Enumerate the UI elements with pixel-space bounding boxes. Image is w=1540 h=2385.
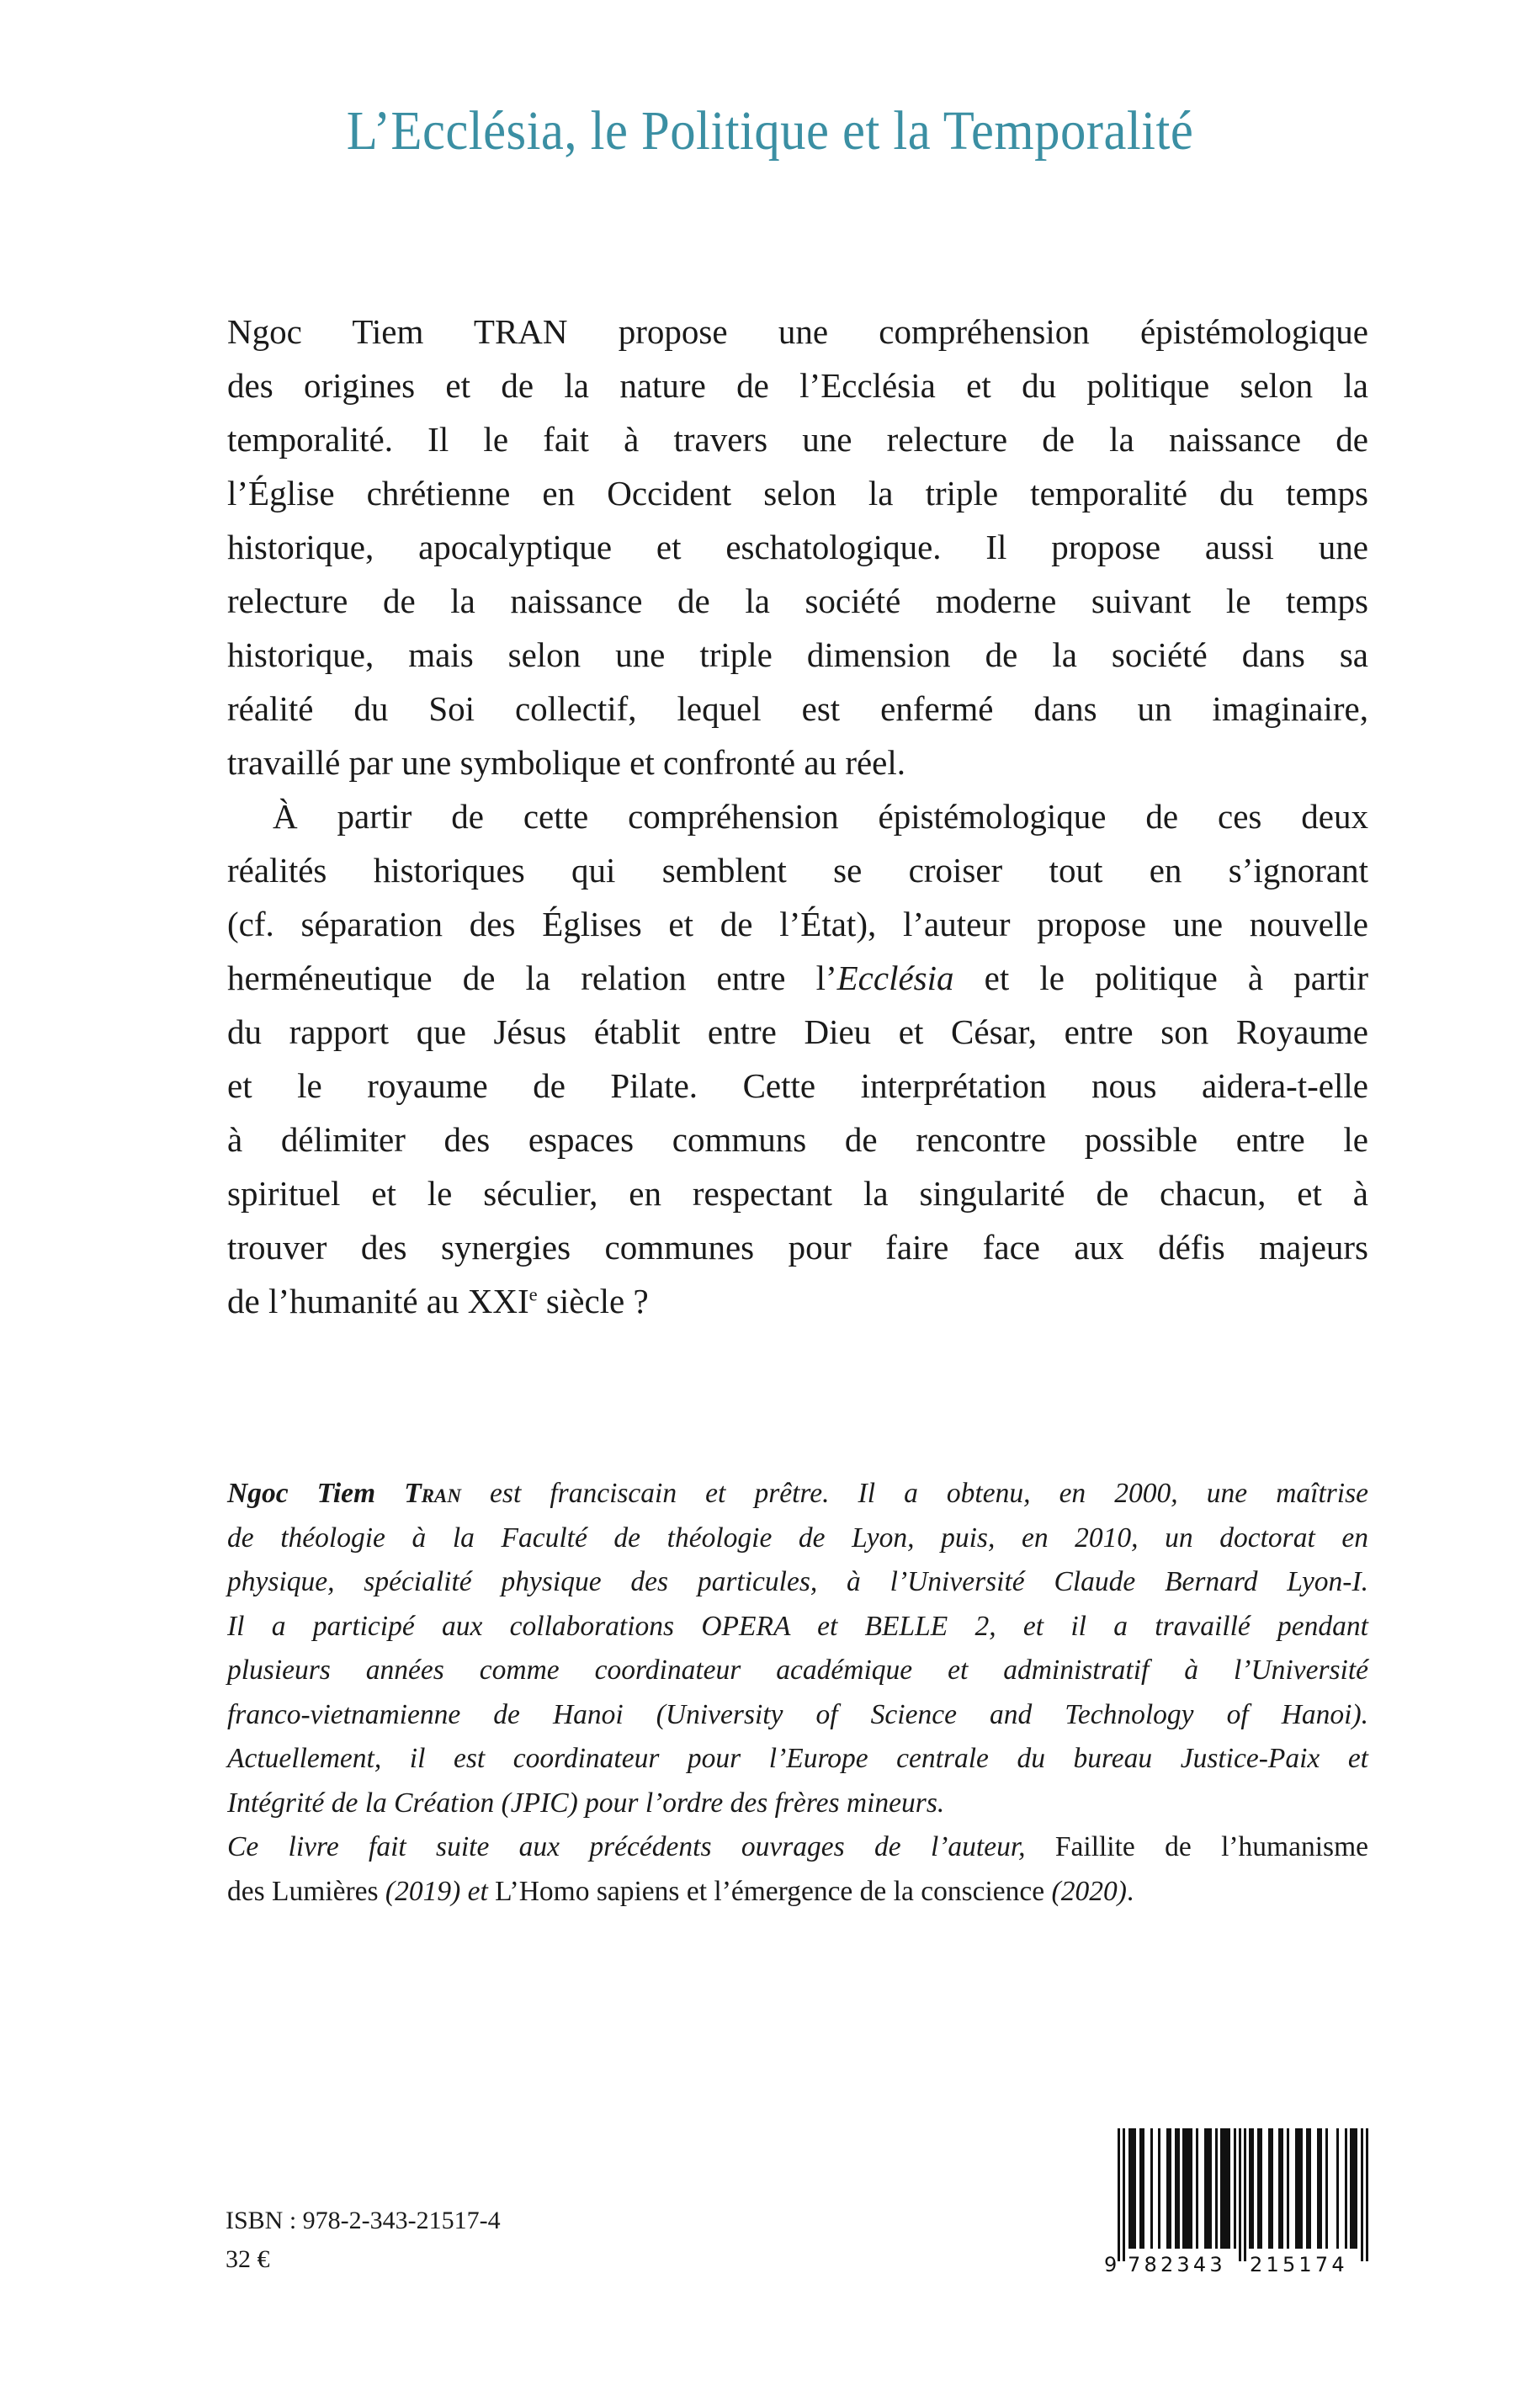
bio-line (227, 1472, 1368, 1517)
previous-works-line (227, 1825, 1368, 1870)
summary-line: (cf. séparation des Églises et de l’État), l’auteur propose une nouvelle (227, 905, 1368, 943)
summary-paragraph-1 (227, 305, 1368, 789)
bio-line: franco-vietnamienne de Hanoi (University of Science and Technology of Hanoi). (227, 1698, 1368, 1730)
summary-line: et le royaume de Pilate. Cette interprétation nous aidera-t-elle (227, 1066, 1368, 1105)
summary-line: temporalité. Il le fait à travers une relecture de la naissance de (227, 420, 1368, 459)
text-fragment: siècle ? (537, 1282, 649, 1320)
emphasis-ecclesia: Ecclésia (836, 959, 954, 997)
price: 32 € (226, 2245, 270, 2273)
bio-line: Intégrité de la Création (JPIC) pour l’ordre des frères mineurs. (227, 1787, 945, 1819)
bio-line: physique, spécialité physique des particules, à l’Université Claude Bernard Lyon-I. (227, 1566, 1368, 1597)
summary-paragraph-2 (227, 789, 1368, 1328)
summary-line: à délimiter des espaces communs de rencontre possible entre le (227, 1120, 1368, 1159)
bio-line: plusieurs années comme coordinateur académique et administratif à l’Université (227, 1655, 1368, 1686)
text-fragment: Ce livre fait suite aux précédents ouvrages de l’auteur, (227, 1831, 1026, 1862)
barcode-first-digit: 9 (1104, 2253, 1118, 2274)
text-fragment: et le politique à partir (953, 959, 1368, 997)
summary-line (227, 1274, 1368, 1328)
author-last-name: Tran (404, 1478, 461, 1509)
work-title: L’Homo sapiens et l’émergence de la conscience (487, 1875, 1045, 1907)
book-title: L’Ecclésia, le Politique et la Temporalité (346, 100, 1194, 162)
work-year: (2019) (378, 1875, 468, 1907)
author-bio (227, 1472, 1368, 1914)
summary-line: historique, mais selon une triple dimension de la société dans sa (227, 635, 1368, 674)
bio-line: Actuellement, il est coordinateur pour l’Europe centrale du bureau Justice-Paix et (227, 1743, 1368, 1774)
summary-line (227, 951, 1368, 1005)
summary-line: À partir de cette compréhension épistémologique de ces deux (273, 797, 1368, 836)
work-year: (2020) (1044, 1875, 1127, 1907)
summary-line: réalités historiques qui semblent se croiser tout en s’ignorant (227, 851, 1368, 890)
work-title: des Lumières (227, 1875, 379, 1907)
isbn: ISBN : 978-2-343-21517-4 (226, 2207, 501, 2234)
summary-line: réalité du Soi collectif, lequel est enfermé dans un imaginaire, (227, 689, 1368, 728)
work-title: Faillite de l’humanisme (1025, 1831, 1369, 1862)
text-fragment: herméneutique de la relation entre l’ (227, 959, 837, 997)
superscript: e (528, 1283, 538, 1305)
summary-line: historique, apocalyptique et eschatologique. Il propose aussi une (227, 528, 1368, 566)
summary-line: travaillé par une symbolique et confronté au réel. (227, 743, 906, 782)
summary-line: Ngoc Tiem TRAN propose une compréhension épistémologique (227, 312, 1368, 351)
barcode-left-group: 782343 (1128, 2253, 1226, 2274)
author-first-name: Ngoc Tiem (227, 1478, 405, 1509)
summary-line: spirituel et le séculier, en respectant la singularité de chacun, et à (227, 1174, 1368, 1213)
bio-line: de théologie à la Faculté de théologie de Lyon, puis, en 2010, un doctorat en (227, 1522, 1368, 1554)
previous-works-line (227, 1870, 1368, 1915)
summary-line: des origines et de la nature de l’Ecclésia et du politique selon la (227, 366, 1368, 405)
barcode-icon (1104, 2127, 1372, 2274)
text-fragment: . (1126, 1875, 1134, 1907)
bio-line: Il a participé aux collaborations OPERA et BELLE 2, et il a travaillé pendant (227, 1610, 1368, 1642)
text-fragment: de l’humanité au XXI (227, 1282, 529, 1320)
summary-line: trouver des synergies communes pour faire face aux défis majeurs (227, 1228, 1368, 1267)
summary-line: relecture de la naissance de la société moderne suivant le temps (227, 582, 1368, 620)
barcode-right-group: 215174 (1250, 2253, 1348, 2274)
summary-line: du rapport que Jésus établit entre Dieu et César, entre son Royaume (227, 1012, 1368, 1051)
isbn-barcode (1104, 2127, 1372, 2274)
text-fragment: est franciscain et prêtre. Il a obtenu, en 2000, une maîtrise (460, 1478, 1369, 1509)
summary-line: l’Église chrétienne en Occident selon la triple temporalité du temps (227, 474, 1368, 513)
text-fragment: et (467, 1875, 488, 1907)
author-name (227, 1478, 461, 1509)
